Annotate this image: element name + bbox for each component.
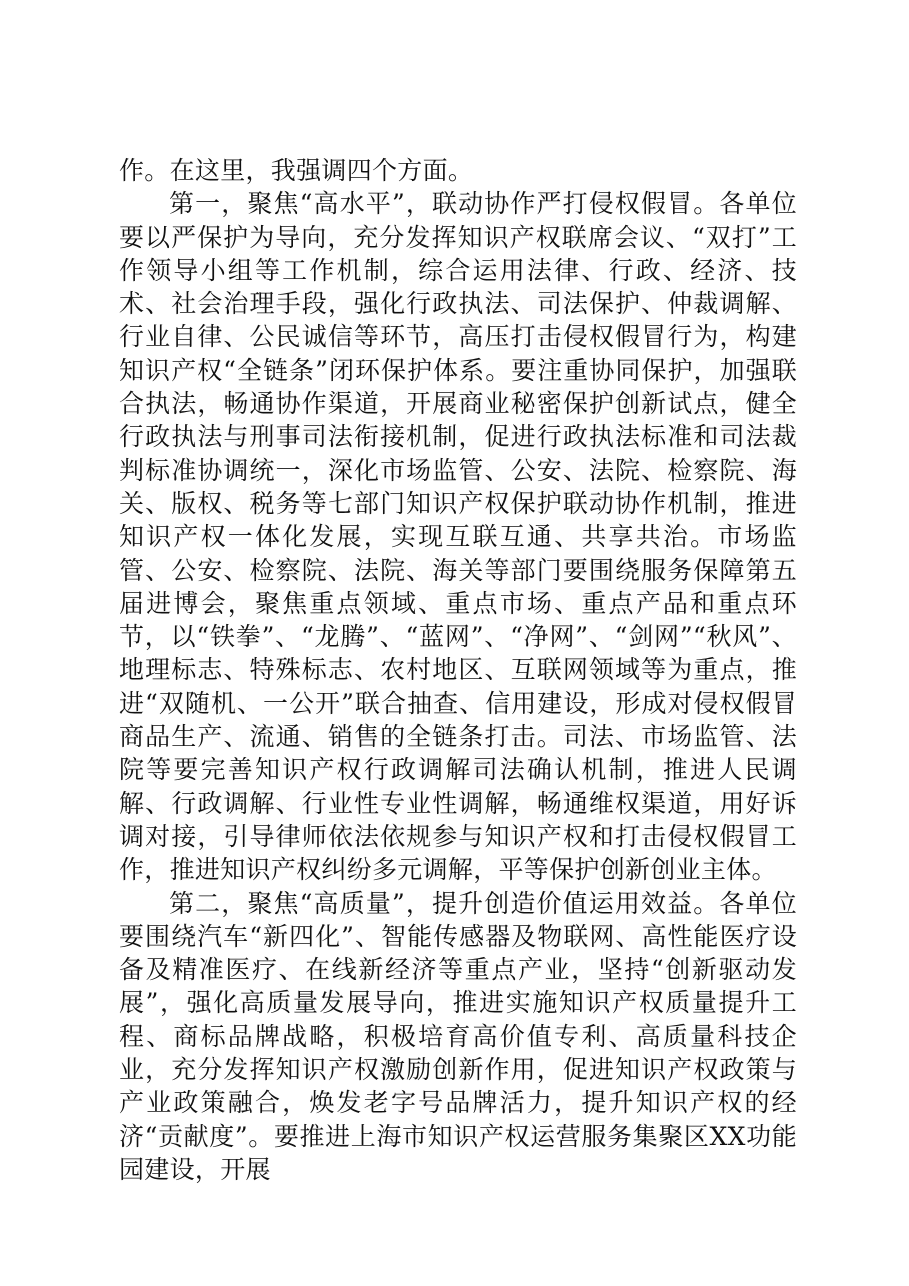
paragraph-continuation: 作。在这里，我强调四个方面。: [119, 156, 474, 185]
paragraph-first-point: 第一，聚焦“高水平”，联动协作严打侵权假冒。各单位要以严保护为导向，充分发挥知识产权联席会议、“双打”工作领导小组等工作机制，综合运用法律、行政、经济、技术、社会治理手段，强化行政执法、司法保护、仲裁调解、行业自律、公民诚信等环节，高压打击侵权假冒行为，构建知识产权“全链条”闭环保护体系。要注重协同保护，加强联合执法，畅通协作渠道，开展商业秘密保护创新试点，健全行政执法与刑事司法衔接机制，促进行政执法标准和司法裁判标准协调统一，深化市场监管、公安、法院、检察院、海关、版权、税务等七部门知识产权保护联动协作机制，推进知识产权一体化发展，实现互联互通、共享共治。市场监管、公安、检察院、法院、海关等部门要围绕服务保障第五届进博会，聚焦重点领域、重点市场、重点产品和重点环节，以“铁拳”、“龙腾”、“蓝网”、“净网”、“剑网”“秋风”、地理标志、特殊标志、农村地区、互联网领域等为重点，推进“双随机、一公开”联合抽查、信用建设，形成对侵权假冒商品生产、流通、销售的全链条打击。司法、市场监管、法院等要完善知识产权行政调解司法确认机制，推进人民调解、行政调解、行业性专业性调解，畅通维权渠道，用好诉调对接，引导律师依法依规参与知识产权和打击侵权假冒工作，推进知识产权纠纷多元调解，平等保护创新创业主体。: [119, 189, 797, 885]
document-body: [119, 154, 797, 1186]
paragraph-second-point: 第二，聚焦“高质量”，提升创造价值运用效益。各单位要围绕汽车“新四化”、智能传感器及物联网、高性能医疗设备及精准医疗、在线新经济等重点产业，坚持“创新驱动发展”，强化高质量发展导向，推进实施知识产权质量提升工程、商标品牌战略，积极培育高价值专利、高质量科技企业，充分发挥知识产权激励创新作用，促进知识产权政策与产业政策融合，焕发老字号品牌活力，提升知识产权的经济“贡献度”。要推进上海市知识产权运营服务集聚区XX功能园建设，开展: [119, 888, 797, 1184]
